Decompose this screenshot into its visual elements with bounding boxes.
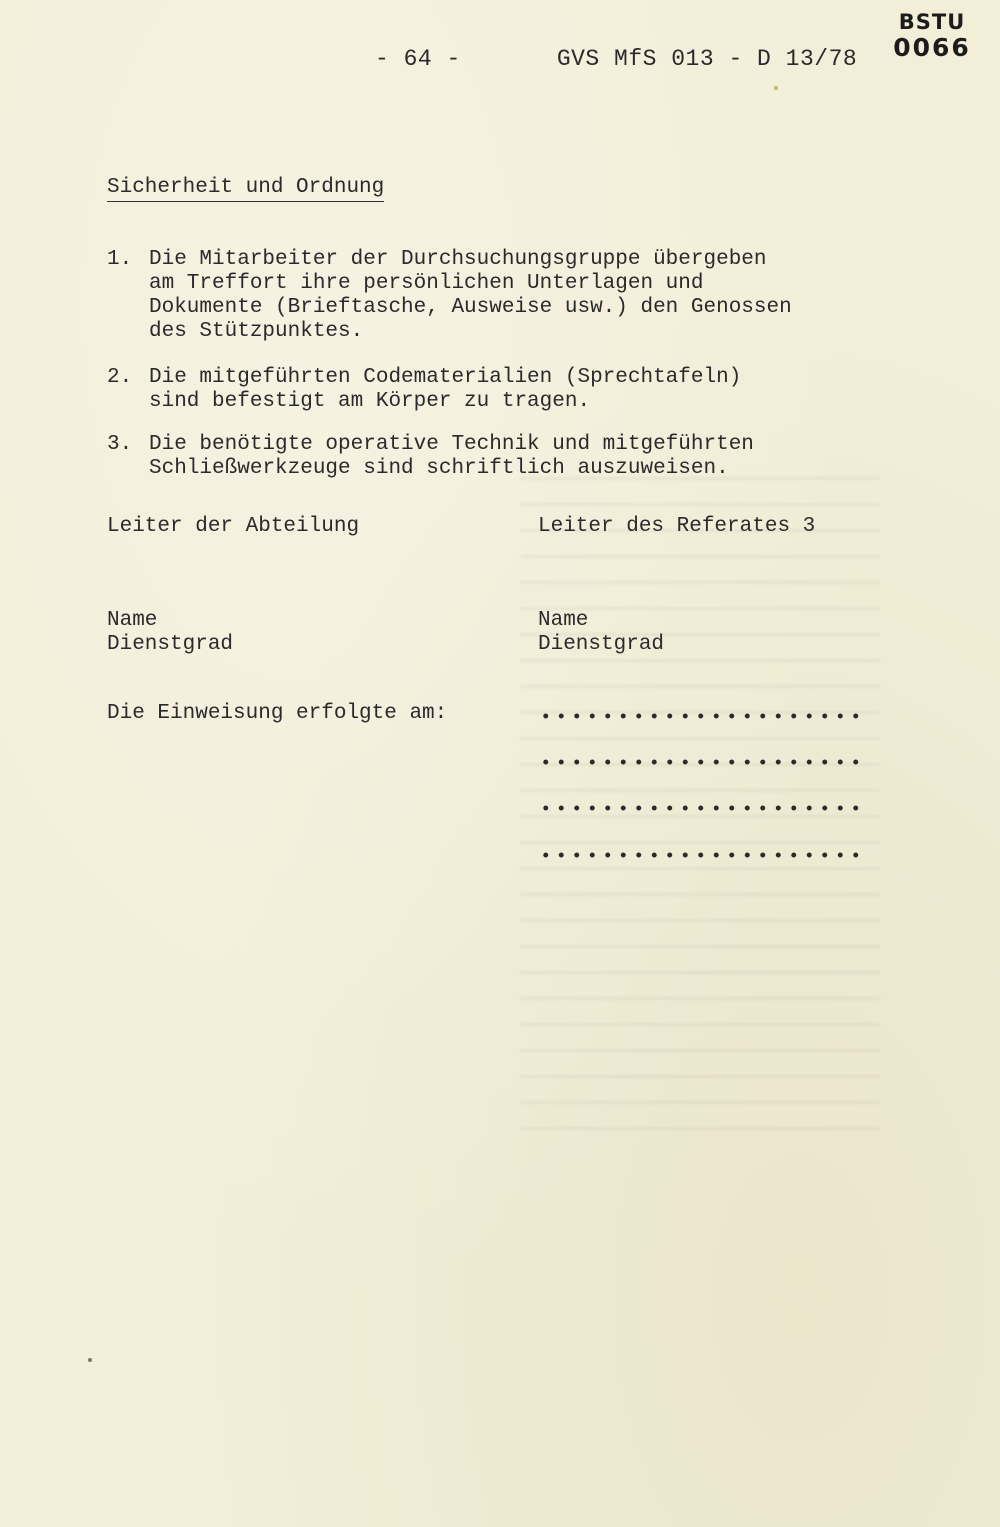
paper-speck: [88, 1358, 92, 1362]
date-fill-line-1: [538, 711, 868, 721]
list-item-number: 1.: [107, 248, 133, 271]
date-fill-line-2: [538, 757, 868, 767]
date-fill-line-4: [538, 850, 868, 860]
document-reference: GVS MfS 013 - D 13/78: [556, 46, 858, 72]
signature-right-name: Name: [538, 609, 589, 632]
list-item-number: 2.: [107, 366, 133, 389]
briefing-label: Die Einweisung erfolgte am:: [107, 702, 448, 725]
list-item-3: [107, 433, 929, 481]
stamp-line-1: BSTU: [898, 10, 966, 34]
signature-left-rank: Dienstgrad: [107, 633, 234, 656]
section-heading: Sicherheit und Ordnung: [107, 176, 384, 202]
list-item-text: Die mitgeführten Codematerialien (Sprechtafeln) sind befestigt am Körper zu tragen.: [149, 366, 742, 413]
page-number: - 64 -: [375, 46, 461, 72]
list-item-number: 3.: [107, 433, 133, 456]
signature-left-title: Leiter der Abteilung: [107, 515, 360, 538]
list-item-text: Die Mitarbeiter der Durchsuchungsgruppe übergeben am Treffort ihre persönlichen Unterlagen und Dokumente (Brieftasche, Ausweise usw.) den Genossen des Stützpunktes.: [149, 248, 792, 343]
signature-left-name: Name: [107, 609, 158, 632]
bleed-through-texture: [520, 470, 880, 1130]
date-fill-line-3: [538, 803, 868, 813]
archive-stamp: [884, 10, 980, 62]
list-item-text: Die benötigte operative Technik und mitgeführten Schließwerkzeuge sind schriftlich auszuweisen.: [149, 433, 754, 480]
paper-speck: [774, 86, 778, 90]
signature-right-title: Leiter des Referates 3: [538, 515, 816, 538]
list-item-2: [107, 366, 929, 414]
stamp-line-2: 0066: [893, 33, 971, 62]
list-item-1: [107, 248, 929, 344]
page-header: [375, 46, 857, 72]
signature-right-rank: Dienstgrad: [538, 633, 665, 656]
